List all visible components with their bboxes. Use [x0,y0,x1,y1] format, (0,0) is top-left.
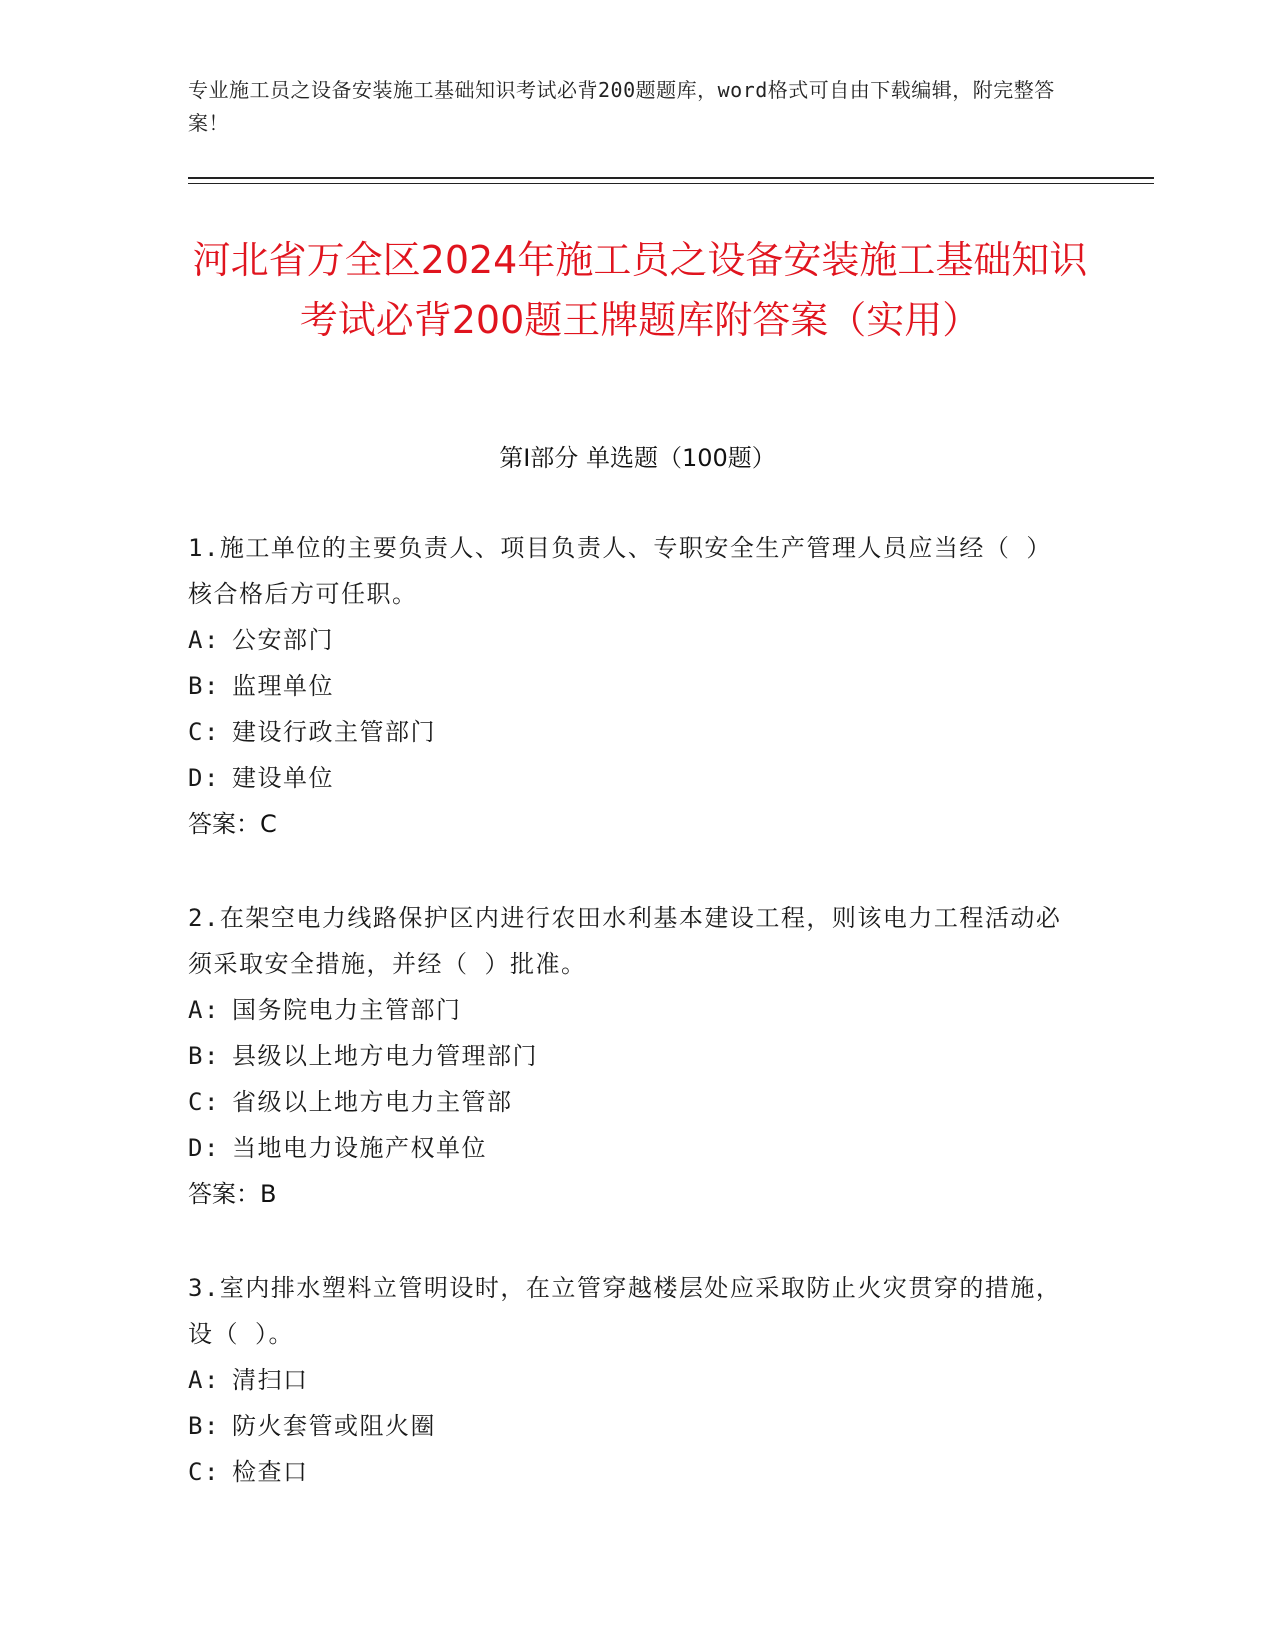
question-spacer [188,1217,1068,1265]
header-rule-thick [188,177,1154,179]
option-text: 国务院电力主管部门 [232,996,462,1024]
document-title: 河北省万全区2024年施工员之设备安装施工基础知识考试必背200题王牌题库附答案（实用） [192,238,1088,342]
answer-line: 答案：B [188,1180,277,1208]
question-spacer [188,847,1068,895]
option-c [188,709,1068,755]
option-c [188,1079,1068,1125]
option-b [188,1033,1068,1079]
option-b [188,1403,1068,1449]
question-list [188,525,1068,1495]
option-b [188,663,1068,709]
header-rule-thin [188,183,1154,184]
option-key: B: [188,1042,220,1070]
question-2 [188,895,1068,1217]
option-text: 县级以上地方电力管理部门 [232,1042,538,1070]
option-text: 防火套管或阻火圈 [232,1412,436,1440]
option-key: C: [188,1458,220,1486]
question-text: 2.在架空电力线路保护区内进行农田水利基本建设工程，则该电力工程活动必须采取安全措施，并经（ ）批准。 [188,904,1062,978]
option-d [188,1125,1068,1171]
question-text: 1.施工单位的主要负责人、项目负责人、专职安全生产管理人员应当经（ ）核合格后方可任职。 [188,534,1052,608]
option-key: C: [188,718,220,746]
option-key: B: [188,1412,220,1440]
option-text: 建设行政主管部门 [232,718,436,746]
question-text: 3.室内排水塑料立管明设时，在立管穿越楼层处应采取防止火灾贯穿的措施，设（ ）。 [188,1274,1062,1348]
option-d [188,755,1068,801]
header-note: 专业施工员之设备安装施工基础知识考试必背200题题库，word格式可自由下载编辑，附完整答案！ [188,78,1055,135]
option-a [188,987,1068,1033]
question-3 [188,1265,1068,1495]
option-c [188,1449,1068,1495]
option-key: A: [188,1366,220,1394]
option-key: B: [188,672,220,700]
option-text: 当地电力设施产权单位 [232,1134,487,1162]
option-text: 公安部门 [232,626,334,654]
option-text: 省级以上地方电力主管部 [232,1088,513,1116]
option-a [188,617,1068,663]
option-a [188,1357,1068,1403]
option-key: C: [188,1088,220,1116]
question-1 [188,525,1068,847]
option-key: A: [188,996,220,1024]
option-key: A: [188,626,220,654]
option-text: 监理单位 [232,672,334,700]
option-text: 建设单位 [232,764,334,792]
option-text: 清扫口 [232,1366,309,1394]
option-text: 检查口 [232,1458,309,1486]
option-key: D: [188,764,220,792]
section-title: 第Ⅰ部分 单选题（100题） [499,444,776,472]
answer-line: 答案：C [188,810,277,838]
option-key: D: [188,1134,220,1162]
